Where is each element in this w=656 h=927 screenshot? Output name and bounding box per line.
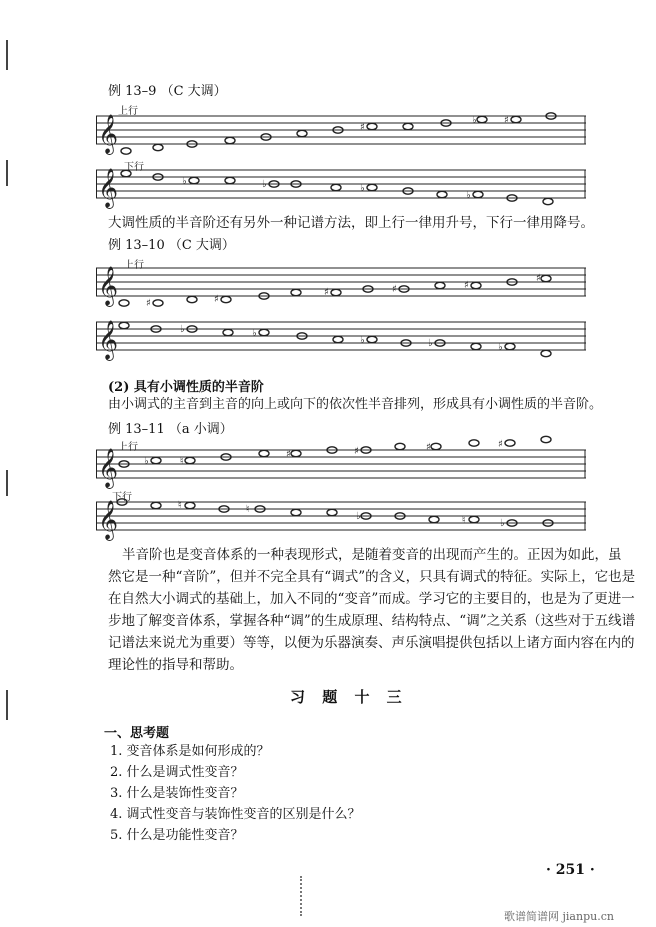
svg-text:𝄞: 𝄞 xyxy=(98,266,119,306)
svg-text:♭: ♭ xyxy=(360,335,365,346)
svg-text:♯: ♯ xyxy=(286,449,291,460)
svg-text:♮: ♮ xyxy=(180,456,184,467)
direction-label: 上行 xyxy=(118,442,138,453)
summary-line: 理论性的指导和帮助。 xyxy=(108,657,243,673)
svg-text:𝄞: 𝄞 xyxy=(98,320,119,360)
summary-line: 在自然大小调式的基础上，加入不同的“变音”而成。学习它的主要目的，也是为了更进一 xyxy=(108,591,635,607)
question: 2. 什么是调式性变音？ xyxy=(110,765,244,780)
svg-text:♯: ♯ xyxy=(536,273,541,284)
music-staff xyxy=(96,318,586,362)
summary-line: 半音阶也是变音体系的一种表现形式，是随着变音的出现而产生的。正因为如此，虽 xyxy=(122,547,622,563)
page-number: · 251 · xyxy=(546,862,595,878)
svg-text:♯: ♯ xyxy=(504,115,509,126)
svg-text:𝄞: 𝄞 xyxy=(98,168,119,208)
music-staff xyxy=(96,112,586,156)
svg-text:♯: ♯ xyxy=(464,280,469,291)
question: 3. 什么是装饰性变音？ xyxy=(110,786,244,801)
music-staff xyxy=(96,439,586,490)
svg-text:♯: ♯ xyxy=(498,439,503,450)
margin-mark xyxy=(6,160,8,186)
direction-label: 上行 xyxy=(124,260,144,271)
paragraph: 由小调式的主音到主音的向上或向下的依次性半音排列，形成具有小调性质的半音阶。 xyxy=(108,397,603,412)
svg-text:♯: ♯ xyxy=(360,122,365,133)
svg-text:♮: ♮ xyxy=(178,500,182,511)
summary-line: 记谱法来说尤为重要）等等，以便为乐器演奏、声乐演唱提供包括以上诸方面内容在内的 xyxy=(108,635,635,651)
section-title: (2) 具有小调性质的半音阶 xyxy=(108,380,264,395)
svg-text:♮: ♮ xyxy=(462,515,466,526)
watermark: 歌谱简谱网 jianpu.cn xyxy=(504,910,614,923)
margin-mark xyxy=(6,40,8,70)
svg-text:♭: ♭ xyxy=(180,324,185,335)
paragraph: 大调性质的半音阶还有另外一种记谱方法，即上行一律用升号，下行一律用降号。 xyxy=(108,215,594,231)
music-staff xyxy=(96,498,586,542)
direction-label: 下行 xyxy=(124,162,144,173)
svg-text:♭: ♭ xyxy=(252,328,257,339)
binding-dots xyxy=(300,876,304,916)
question: 5. 什么是功能性变音？ xyxy=(110,828,244,843)
svg-text:♭: ♭ xyxy=(356,511,361,522)
svg-text:♭: ♭ xyxy=(360,183,365,194)
svg-text:𝄞: 𝄞 xyxy=(98,114,119,154)
svg-text:♭: ♭ xyxy=(182,176,187,187)
svg-text:𝄞: 𝄞 xyxy=(98,500,119,540)
svg-text:♭: ♭ xyxy=(428,338,433,349)
example-label: 例 13–11 （a 小调） xyxy=(108,422,233,437)
music-staff xyxy=(96,166,586,210)
svg-text:♯: ♯ xyxy=(146,298,151,309)
svg-text:♯: ♯ xyxy=(426,442,431,453)
svg-text:♭: ♭ xyxy=(262,179,267,190)
svg-text:♯: ♯ xyxy=(354,446,359,457)
example-label: 例 13–10 （C 大调） xyxy=(108,238,235,253)
svg-text:𝄞: 𝄞 xyxy=(98,448,119,488)
svg-text:♭: ♭ xyxy=(498,342,503,353)
summary-line: 步地了解变音体系，掌握各种“调”的生成原理、结构特点、“调”之关系（这些对于五线谱 xyxy=(108,613,636,629)
svg-text:♭: ♭ xyxy=(144,456,149,467)
direction-label: 下行 xyxy=(112,492,132,503)
svg-text:♯: ♯ xyxy=(324,287,329,298)
margin-mark xyxy=(6,690,8,720)
exercise-section-title: 一、思考题 xyxy=(104,726,170,741)
svg-text:♯: ♯ xyxy=(214,294,219,305)
svg-text:♭: ♭ xyxy=(472,115,477,126)
svg-text:♮: ♮ xyxy=(246,504,250,515)
question: 4. 调式性变音与装饰性变音的区别是什么？ xyxy=(110,807,361,822)
svg-text:♭: ♭ xyxy=(500,518,505,529)
svg-text:♭: ♭ xyxy=(466,190,471,201)
example-label: 例 13–9 （C 大调） xyxy=(108,84,227,99)
margin-mark xyxy=(6,470,8,496)
summary-paragraph xyxy=(108,544,636,676)
music-staff xyxy=(96,264,586,308)
svg-text:♯: ♯ xyxy=(392,284,397,295)
question: 1. 变音体系是如何形成的？ xyxy=(110,744,270,759)
summary-line: 然它是一种“音阶”，但并不完全具有“调式”的含义，只具有调式的特征。实际上，它也是 xyxy=(108,569,636,585)
exercise-heading: 习 题 十 三 xyxy=(290,688,408,706)
direction-label: 上行 xyxy=(118,106,138,117)
